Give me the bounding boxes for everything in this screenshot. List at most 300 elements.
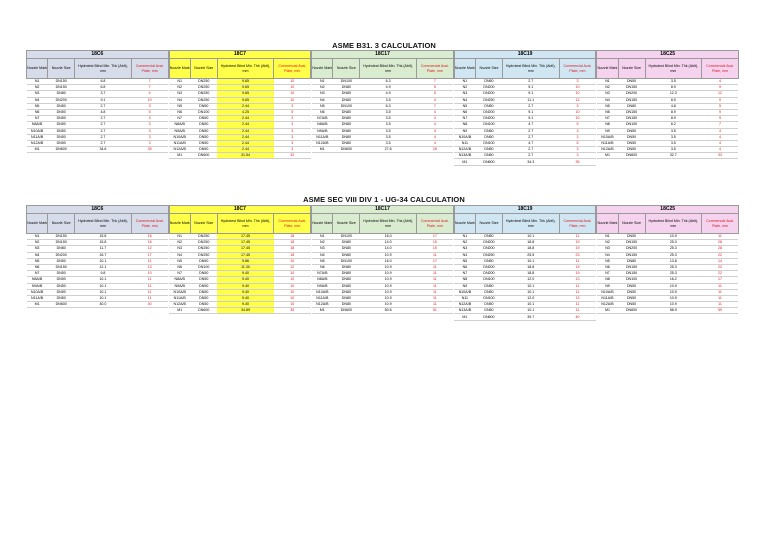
nozzle-mark-cell: N7	[597, 271, 618, 277]
nozzle-mark-cell: N6	[27, 109, 48, 115]
nozzle-size-cell: DN50	[190, 116, 217, 122]
plate-thickness-cell: 18	[274, 246, 311, 252]
nozzle-size-cell: DN80	[333, 271, 360, 277]
nozzle-mark-cell: N2	[169, 240, 190, 246]
plate-thickness-cell: 12	[274, 264, 311, 270]
plate-thickness-cell: 11	[131, 283, 168, 289]
nozzle-mark-cell: N12A/B	[27, 140, 48, 146]
column-header: Commercial Avai. Plate, mm	[702, 59, 739, 79]
nozzle-mark-cell: N2	[312, 240, 333, 246]
nozzle-mark-cell: N12A/B	[454, 302, 475, 308]
nozzle-size-cell: DN600	[190, 153, 217, 159]
plate-thickness-cell: 16	[131, 240, 168, 246]
nozzle-size-cell: DN80	[333, 295, 360, 301]
column-header: Hydrotest Blind Min. Thk (Ablt), mm	[502, 214, 559, 234]
nozzle-size-cell: DN50	[618, 234, 645, 240]
min-thickness-cell: 10.1	[502, 302, 559, 308]
vessel-group-18c7	[169, 50, 312, 166]
plate-thickness-cell: 7	[131, 85, 168, 91]
nozzle-mark-cell: N8A/B	[27, 122, 48, 128]
nozzle-size-cell: DN80	[333, 264, 360, 270]
plate-thickness-cell: 4	[416, 128, 453, 134]
nozzle-mark-cell: N8	[454, 277, 475, 283]
min-thickness-cell: 18.8	[502, 271, 559, 277]
nozzle-mark-cell: N4	[312, 252, 333, 258]
plate-thickness-cell: 11	[416, 271, 453, 277]
nozzle-size-cell: DN100	[333, 79, 360, 85]
column-header: Hydrotest Blind Min. Thk (Ablt), mm	[75, 214, 132, 234]
plate-thickness-cell: 11	[416, 252, 453, 258]
plate-thickness-cell: 13	[559, 295, 596, 301]
plate-thickness-cell: 5	[274, 109, 311, 115]
vessel-group-18c6	[26, 205, 169, 321]
nozzle-mark-cell: N12A/B	[312, 302, 333, 308]
min-thickness-cell: 10.9	[645, 234, 702, 240]
nozzle-size-cell: DN600	[476, 314, 503, 320]
nozzle-size-cell: DN80	[333, 122, 360, 128]
nozzle-mark-cell: N1	[597, 234, 618, 240]
min-thickness-cell: 2.7	[75, 134, 132, 140]
min-thickness-cell: 2.7	[75, 116, 132, 122]
nozzle-size-cell: DN150	[48, 234, 75, 240]
nozzle-size-cell: DN50	[618, 134, 645, 140]
nozzle-mark-cell: N8	[597, 277, 618, 283]
nozzle-size-cell: DN250	[476, 97, 503, 103]
nozzle-size-cell: DN50	[48, 140, 75, 146]
min-thickness-cell: 9.65	[217, 79, 274, 85]
nozzle-size-cell: DN50	[476, 128, 503, 134]
table-row	[27, 302, 169, 308]
nozzle-mark-cell: N1	[27, 79, 48, 85]
nozzle-mark-cell: N7A/B	[312, 116, 333, 122]
nozzle-mark-cell: N4	[27, 252, 48, 258]
nozzle-mark-cell: N6	[454, 109, 475, 115]
min-thickness-cell: 3.7	[75, 91, 132, 97]
nozzle-size-cell: DN50	[190, 271, 217, 277]
plate-thickness-cell: 10	[274, 277, 311, 283]
nozzle-size-cell: DN50	[190, 140, 217, 146]
vessel-groups	[26, 50, 739, 166]
min-thickness-cell: 9.86	[217, 258, 274, 264]
vessel-name-header: 18C19	[454, 51, 596, 59]
nozzle-size-cell: DN80	[618, 103, 645, 109]
column-header: Nozzle Size	[48, 59, 75, 79]
column-header: Commercial Avai. Plate, mm	[559, 59, 596, 79]
plate-thickness-cell: 10	[274, 91, 311, 97]
nozzle-size-cell: DN100	[476, 122, 503, 128]
nozzle-mark-cell: N10A/B	[454, 134, 475, 140]
nozzle-size-cell: DN200	[476, 91, 503, 97]
nozzle-mark-cell: N9A/B	[312, 283, 333, 289]
min-thickness-cell: 10.9	[645, 295, 702, 301]
plate-thickness-cell: 11	[559, 308, 596, 314]
nozzle-size-cell: DN50	[190, 122, 217, 128]
nozzle-mark-cell: N9A/B	[169, 283, 190, 289]
min-thickness-cell: 2.44	[217, 140, 274, 146]
nozzle-mark-cell: M1	[27, 147, 48, 153]
nozzle-mark-cell: N5	[597, 103, 618, 109]
plate-thickness-cell: 28	[416, 147, 453, 153]
plate-thickness-cell: 4	[416, 134, 453, 140]
table-row	[454, 159, 596, 165]
nozzle-size-cell: DN200	[618, 91, 645, 97]
min-thickness-cell: 2.44	[217, 122, 274, 128]
nozzle-size-cell: DN200	[476, 240, 503, 246]
plate-thickness-cell: 5	[702, 103, 739, 109]
nozzle-size-cell: DN600	[476, 159, 503, 165]
plate-thickness-cell: 33	[702, 153, 739, 159]
plate-thickness-cell: 7	[416, 79, 453, 85]
nozzle-mark-cell: N1	[312, 79, 333, 85]
nozzle-mark-cell: N7	[27, 271, 48, 277]
nozzle-mark-cell: N7A/B	[312, 271, 333, 277]
min-thickness-cell: 6.2	[645, 122, 702, 128]
nozzle-size-cell: DN200	[618, 246, 645, 252]
plate-thickness-cell: 10	[131, 271, 168, 277]
nozzle-size-cell: DN50	[476, 258, 503, 264]
nozzle-size-cell: DN50	[190, 103, 217, 109]
column-header: Nozzle Mark	[597, 214, 618, 234]
nozzle-mark-cell: N7	[597, 116, 618, 122]
min-thickness-cell: 4.9	[360, 91, 417, 97]
plate-thickness-cell: 4	[416, 116, 453, 122]
column-header: Commercial Avai. Plate, mm	[416, 214, 453, 234]
nozzle-size-cell: DN50	[48, 134, 75, 140]
nozzle-table	[26, 205, 169, 308]
nozzle-mark-cell: N9	[454, 128, 475, 134]
nozzle-mark-cell: N3	[312, 246, 333, 252]
vessel-name-header: 18C6	[27, 51, 169, 59]
b31-calculation-section	[26, 50, 739, 166]
column-header: Nozzle Size	[618, 214, 645, 234]
nozzle-mark-cell: M1	[27, 302, 48, 308]
min-thickness-cell: 2.44	[217, 116, 274, 122]
min-thickness-cell: 10.9	[360, 271, 417, 277]
nozzle-table	[596, 50, 739, 159]
min-thickness-cell: 6.8	[75, 79, 132, 85]
min-thickness-cell: 3.5	[645, 147, 702, 153]
nozzle-mark-cell: N2	[312, 85, 333, 91]
min-thickness-cell: 10.9	[645, 302, 702, 308]
nozzle-size-cell: DN80	[333, 109, 360, 115]
column-header: Nozzle Mark	[27, 214, 48, 234]
plate-thickness-cell: 10	[274, 85, 311, 91]
min-thickness-cell: 31.54	[217, 153, 274, 159]
nozzle-size-cell: DN50	[48, 289, 75, 295]
min-thickness-cell: 2.7	[75, 103, 132, 109]
min-thickness-cell: 32.7	[645, 153, 702, 159]
nozzle-mark-cell: N11A/B	[597, 295, 618, 301]
nozzle-mark-cell: N9A/B	[312, 128, 333, 134]
section-title-ug34: ASME SEC VIII DIV 1 - UG-34 CALCULATION	[303, 195, 465, 204]
min-thickness-cell: 40.0	[75, 302, 132, 308]
vessel-groups	[26, 205, 739, 321]
nozzle-size-cell: DN200	[476, 246, 503, 252]
plate-thickness-cell: 28	[702, 240, 739, 246]
nozzle-mark-cell: N5	[597, 258, 618, 264]
plate-thickness-cell: 11	[416, 277, 453, 283]
min-thickness-cell: 2.7	[75, 122, 132, 128]
nozzle-mark-cell: N12A/B	[169, 147, 190, 153]
nozzle-size-cell: DN80	[333, 116, 360, 122]
nozzle-size-cell: DN80	[333, 283, 360, 289]
nozzle-size-cell: DN50	[476, 308, 503, 314]
plate-thickness-cell: 7	[702, 122, 739, 128]
min-thickness-cell: 18.8	[502, 240, 559, 246]
min-thickness-cell: 9.40	[217, 283, 274, 289]
min-thickness-cell: 17.45	[217, 240, 274, 246]
plate-thickness-cell: 4	[702, 128, 739, 134]
min-thickness-cell: 3.5	[645, 79, 702, 85]
min-thickness-cell: 4.8	[645, 103, 702, 109]
nozzle-size-cell: DN50	[618, 147, 645, 153]
nozzle-size-cell: DN200	[476, 85, 503, 91]
plate-thickness-cell: 12	[702, 91, 739, 97]
plate-thickness-cell: 23	[559, 252, 596, 258]
nozzle-table	[311, 205, 454, 314]
nozzle-size-cell: DN200	[476, 116, 503, 122]
plate-thickness-cell: 12	[131, 246, 168, 252]
min-thickness-cell: 17.45	[217, 252, 274, 258]
min-thickness-cell: 9.40	[217, 271, 274, 277]
min-thickness-cell: 3.5	[360, 122, 417, 128]
plate-thickness-cell: 15	[416, 246, 453, 252]
nozzle-mark-cell: N7	[454, 271, 475, 277]
plate-thickness-cell: 3	[559, 128, 596, 134]
nozzle-size-cell: DN600	[618, 153, 645, 159]
min-thickness-cell: 9.1	[502, 85, 559, 91]
nozzle-size-cell: DN50	[618, 302, 645, 308]
min-thickness-cell: 11.30	[217, 264, 274, 270]
nozzle-size-cell: DN50	[190, 128, 217, 134]
plate-thickness-cell: 11	[559, 234, 596, 240]
plate-thickness-cell: 10	[274, 271, 311, 277]
nozzle-mark-cell: N3	[454, 91, 475, 97]
plate-thickness-cell: 4	[416, 109, 453, 115]
nozzle-mark-cell: N10A/B	[27, 128, 48, 134]
min-thickness-cell: 2.7	[502, 134, 559, 140]
nozzle-size-cell: DN50	[476, 234, 503, 240]
nozzle-mark-cell: N6	[454, 264, 475, 270]
min-thickness-cell: 4.9	[360, 85, 417, 91]
plate-thickness-cell: 13	[131, 264, 168, 270]
nozzle-size-cell: DN600	[190, 308, 217, 314]
min-thickness-cell: 10.1	[502, 308, 559, 314]
plate-thickness-cell: 17	[416, 258, 453, 264]
min-thickness-cell: 9.40	[217, 302, 274, 308]
nozzle-size-cell: DN100	[476, 295, 503, 301]
nozzle-table	[169, 205, 312, 314]
plate-thickness-cell: 11	[559, 283, 596, 289]
nozzle-mark-cell: N1	[454, 234, 475, 240]
min-thickness-cell: 9.40	[217, 295, 274, 301]
min-thickness-cell: 2.44	[217, 134, 274, 140]
nozzle-mark-cell: N2	[597, 85, 618, 91]
nozzle-size-cell: DN50	[190, 302, 217, 308]
nozzle-size-cell: DN50	[618, 289, 645, 295]
min-thickness-cell: 12.0	[502, 277, 559, 283]
min-thickness-cell: 9.1	[75, 97, 132, 103]
nozzle-mark-cell: N5	[454, 103, 475, 109]
nozzle-mark-cell: N11A/B	[27, 134, 48, 140]
nozzle-mark-cell: N3	[597, 91, 618, 97]
column-header: Commercial Avai. Plate, mm	[274, 214, 311, 234]
column-header: Nozzle Mark	[169, 59, 190, 79]
nozzle-size-cell: DN600	[48, 147, 75, 153]
plate-thickness-cell: 11	[131, 289, 168, 295]
min-thickness-cell: 14.0	[360, 240, 417, 246]
vessel-name-header: 18C17	[312, 51, 454, 59]
column-header: Hydrotest Blind Min. Thk (Ablt), mm	[217, 59, 274, 79]
nozzle-size-cell: DN100	[333, 234, 360, 240]
nozzle-mark-cell: N6	[27, 264, 48, 270]
nozzle-table	[454, 50, 597, 166]
plate-thickness-cell: 7	[416, 103, 453, 109]
nozzle-mark-cell: N1	[597, 79, 618, 85]
nozzle-mark-cell: N10A/B	[169, 134, 190, 140]
plate-thickness-cell: 10	[559, 116, 596, 122]
plate-thickness-cell: 10	[274, 295, 311, 301]
nozzle-mark-cell: N1	[169, 234, 190, 240]
column-header: Nozzle Size	[48, 214, 75, 234]
min-thickness-cell: 6.3	[360, 103, 417, 109]
table-row	[597, 308, 739, 314]
min-thickness-cell: 25.3	[645, 240, 702, 246]
nozzle-mark-cell: N10A/B	[454, 289, 475, 295]
column-header: Commercial Avai. Plate, mm	[131, 214, 168, 234]
nozzle-size-cell: DN200	[476, 109, 503, 115]
plate-thickness-cell: 11	[416, 302, 453, 308]
column-header: Nozzle Size	[618, 59, 645, 79]
nozzle-size-cell: DN100	[618, 122, 645, 128]
nozzle-size-cell: DN50	[618, 140, 645, 146]
section-title-b31: ASME B31. 3 CALCULATION	[332, 41, 436, 50]
min-thickness-cell: 3.5	[360, 140, 417, 146]
min-thickness-cell: 3.5	[360, 109, 417, 115]
plate-thickness-cell: 11	[131, 277, 168, 283]
nozzle-mark-cell: N8A/B	[169, 277, 190, 283]
nozzle-mark-cell: N12A/B	[312, 140, 333, 146]
nozzle-size-cell: DN50	[476, 103, 503, 109]
nozzle-size-cell: DN100	[190, 264, 217, 270]
column-header: Nozzle Mark	[312, 59, 333, 79]
min-thickness-cell: 12.0	[502, 295, 559, 301]
plate-thickness-cell: 3	[274, 122, 311, 128]
nozzle-size-cell: DN50	[48, 271, 75, 277]
column-header: Hydrotest Blind Min. Thk (Ablt), mm	[217, 214, 274, 234]
nozzle-mark-cell: N2	[27, 240, 48, 246]
column-header: Commercial Avai. Plate, mm	[131, 59, 168, 79]
min-thickness-cell: 8.9	[645, 85, 702, 91]
min-thickness-cell: 3.5	[360, 97, 417, 103]
min-thickness-cell: 11.7	[75, 246, 132, 252]
nozzle-size-cell: DN80	[333, 134, 360, 140]
min-thickness-cell: 14.0	[360, 246, 417, 252]
vessel-group-18c17	[311, 205, 454, 321]
plate-thickness-cell: 40	[559, 314, 596, 320]
min-thickness-cell: 17.45	[217, 246, 274, 252]
nozzle-size-cell: DN50	[190, 283, 217, 289]
min-thickness-cell: 10.1	[75, 258, 132, 264]
plate-thickness-cell: 28	[702, 246, 739, 252]
nozzle-size-cell: DN50	[48, 258, 75, 264]
nozzle-mark-cell: N8A/B	[27, 277, 48, 283]
column-header: Nozzle Size	[333, 59, 360, 79]
nozzle-size-cell: DN200	[48, 97, 75, 103]
min-thickness-cell: 10.9	[360, 289, 417, 295]
plate-thickness-cell: 3	[274, 140, 311, 146]
min-thickness-cell: 9.65	[217, 85, 274, 91]
nozzle-size-cell: DN250	[190, 79, 217, 85]
nozzle-size-cell: DN250	[476, 252, 503, 258]
column-header: Hydrotest Blind Min. Thk (Ablt), mm	[645, 214, 702, 234]
plate-thickness-cell: 3	[131, 140, 168, 146]
plate-thickness-cell: 9	[702, 109, 739, 115]
column-header: Nozzle Size	[190, 59, 217, 79]
plate-thickness-cell: 35	[559, 159, 596, 165]
plate-thickness-cell: 4	[416, 140, 453, 146]
min-thickness-cell: 25.3	[645, 264, 702, 270]
min-thickness-cell: 10.9	[360, 264, 417, 270]
plate-thickness-cell: 4	[416, 122, 453, 128]
plate-thickness-cell: 4	[702, 147, 739, 153]
plate-thickness-cell: 17	[702, 277, 739, 283]
min-thickness-cell: 15.8	[75, 240, 132, 246]
nozzle-size-cell: DN200	[476, 264, 503, 270]
plate-thickness-cell: 3	[274, 103, 311, 109]
min-thickness-cell: 2.7	[502, 79, 559, 85]
plate-thickness-cell: 11	[416, 283, 453, 289]
min-thickness-cell: 10.1	[75, 295, 132, 301]
table-row	[454, 314, 596, 320]
min-thickness-cell: 10.9	[645, 283, 702, 289]
column-header: Nozzle Size	[333, 214, 360, 234]
min-thickness-cell: 6.3	[360, 79, 417, 85]
nozzle-size-cell: DN50	[476, 289, 503, 295]
nozzle-size-cell: DN250	[190, 234, 217, 240]
min-thickness-cell: 34.6	[75, 147, 132, 153]
plate-thickness-cell: 5	[559, 122, 596, 128]
plate-thickness-cell: 19	[559, 271, 596, 277]
min-thickness-cell: 10.9	[360, 302, 417, 308]
nozzle-mark-cell: N11A/B	[27, 295, 48, 301]
min-thickness-cell: 10.1	[502, 289, 559, 295]
nozzle-mark-cell: N2	[27, 85, 48, 91]
nozzle-size-cell: DN80	[333, 97, 360, 103]
plate-thickness-cell: 11	[416, 295, 453, 301]
nozzle-mark-cell: N1	[27, 234, 48, 240]
min-thickness-cell: 3.5	[645, 140, 702, 146]
nozzle-size-cell: DN80	[333, 246, 360, 252]
nozzle-size-cell: DN200	[48, 252, 75, 258]
plate-thickness-cell: 3	[274, 128, 311, 134]
min-thickness-cell: 13.8	[645, 258, 702, 264]
nozzle-size-cell: DN50	[618, 283, 645, 289]
plate-thickness-cell: 19	[559, 264, 596, 270]
nozzle-table	[26, 50, 169, 153]
vessel-name-header: 18C7	[169, 206, 311, 214]
nozzle-size-cell: DN50	[618, 79, 645, 85]
plate-thickness-cell: 11	[702, 295, 739, 301]
vessel-group-18c19	[454, 50, 597, 166]
nozzle-mark-cell: N8A/B	[312, 277, 333, 283]
nozzle-size-cell: DN100	[618, 277, 645, 283]
plate-thickness-cell: 11	[702, 283, 739, 289]
nozzle-size-cell: DN250	[190, 246, 217, 252]
nozzle-mark-cell: N9A/B	[169, 128, 190, 134]
min-thickness-cell: 18.8	[502, 264, 559, 270]
nozzle-size-cell: DN100	[476, 277, 503, 283]
